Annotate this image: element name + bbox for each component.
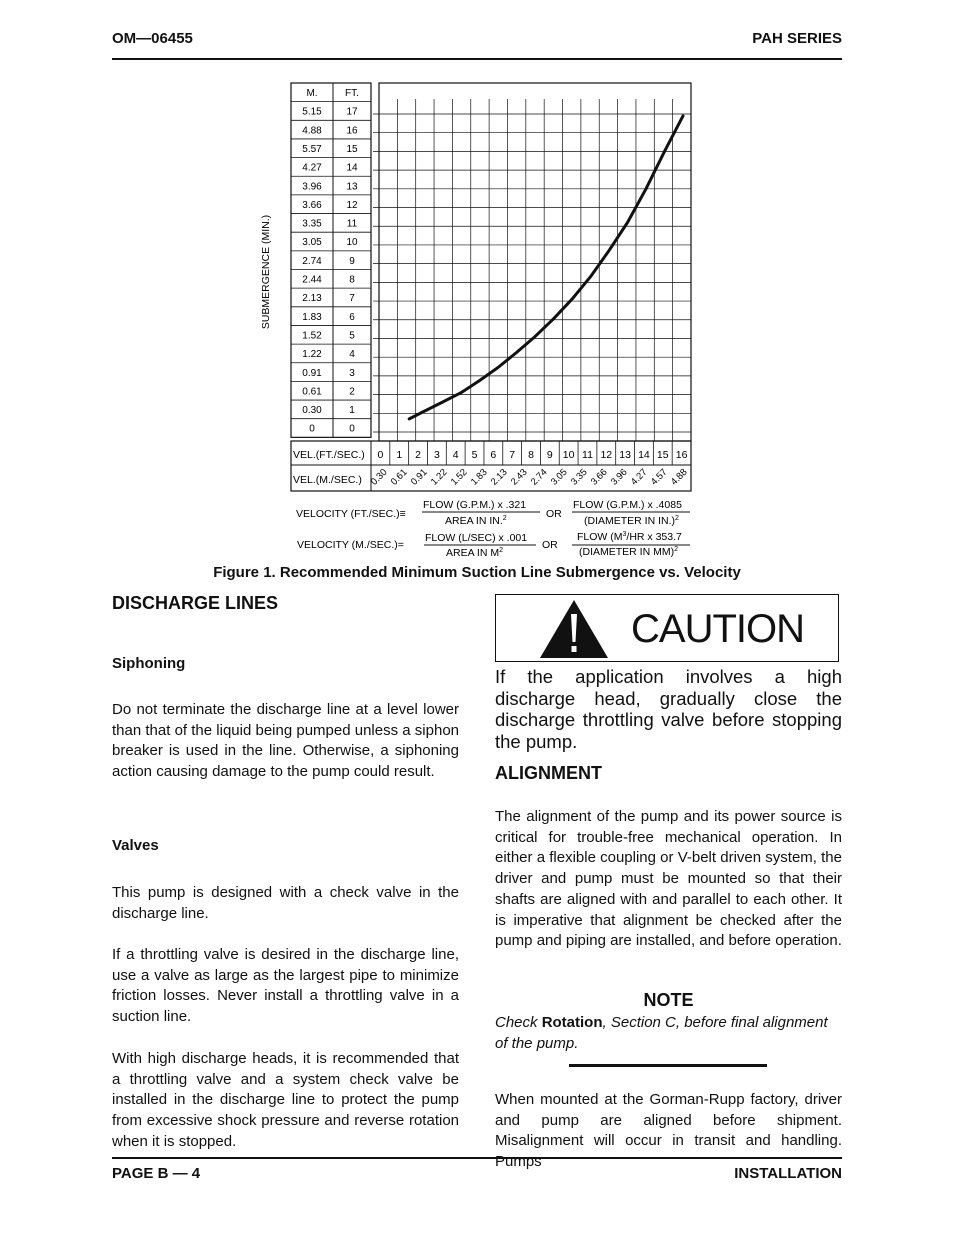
table-cell-m: 2.13 bbox=[302, 293, 322, 305]
table-cell-m: 0.91 bbox=[302, 367, 322, 379]
formula-ft-den2: (DIAMETER IN IN.)$^2$ bbox=[584, 515, 679, 527]
table-cell-m: 3.35 bbox=[302, 218, 322, 230]
x-tick-m: 4.27 bbox=[628, 466, 650, 488]
x-tick-ft: 15 bbox=[656, 449, 669, 461]
siphoning-paragraph: Do not terminate the discharge line at a level lower than that of the liquid being pumped unless a siphon breaker is used in the line. Otherwise, a siphoning action causing damage to the pump could result. bbox=[112, 701, 459, 781]
doc-id: OM—06455 bbox=[112, 30, 193, 47]
valves-paragraph-3: With high discharge heads, it is recommended that a throttling valve and a system check valve be installed in the discharge line to protect the pump from excessive shock pressure and reverse rotation when it is stopped. bbox=[112, 1050, 459, 1150]
table-cell-ft: 2 bbox=[349, 386, 355, 398]
x-tick-ft: 6 bbox=[490, 449, 497, 461]
submergence-table bbox=[291, 83, 371, 437]
table-cell-m: 4.27 bbox=[302, 162, 322, 174]
table-cell-m: 1.52 bbox=[302, 330, 322, 342]
x-tick-ft: 1 bbox=[396, 449, 403, 461]
x-axis bbox=[291, 441, 691, 491]
x-tick-m: 3.96 bbox=[608, 466, 630, 488]
note-title: NOTE bbox=[643, 990, 694, 1010]
submergence-curve bbox=[409, 116, 683, 419]
x-tick-ft: 11 bbox=[582, 449, 593, 461]
table-cell-ft: 10 bbox=[346, 237, 358, 249]
table-header-m: M. bbox=[306, 88, 318, 99]
x-label-m: VEL.(M./SEC.) bbox=[293, 474, 362, 486]
formula-m-den1: AREA IN $M^2$ bbox=[446, 547, 504, 559]
formula-m-lhs: VELOCITY (M./SEC.)= bbox=[297, 539, 404, 551]
table-cell-m: 3.05 bbox=[302, 237, 322, 249]
x-tick-m: 0.61 bbox=[388, 466, 410, 488]
x-tick-m: 0.91 bbox=[408, 466, 430, 488]
valves-subheading: Valves bbox=[112, 837, 159, 854]
x-tick-ft: 9 bbox=[546, 449, 553, 461]
table-cell-m: 1.22 bbox=[302, 349, 322, 361]
table-cell-m: 2.44 bbox=[302, 274, 322, 286]
valves-paragraph-2: If a throttling valve is desired in the discharge line, use a valve as large as the largest pipe to minimize friction losses. Never install a throttling valve in a suction line. bbox=[112, 946, 459, 1026]
x-tick-m: 0.30 bbox=[368, 466, 390, 488]
table-cell-m: 0 bbox=[309, 423, 315, 435]
table-cell-ft: 3 bbox=[349, 367, 355, 379]
table-cell-m: 5.57 bbox=[302, 143, 322, 155]
note-rule bbox=[569, 1064, 767, 1067]
x-tick-ft: 0 bbox=[377, 449, 384, 461]
table-cell-ft: 6 bbox=[349, 311, 355, 323]
table-cell-m: 2.74 bbox=[302, 255, 322, 267]
x-tick-m: 2.13 bbox=[488, 466, 510, 488]
x-tick-m: 2.74 bbox=[528, 466, 550, 488]
x-tick-m: 1.52 bbox=[448, 466, 470, 488]
y-axis-label: SUBMERGENCE (MIN.) bbox=[260, 214, 272, 330]
table-cell-ft: 1 bbox=[349, 405, 355, 417]
x-tick-ft: 7 bbox=[509, 449, 516, 461]
table-cell-ft: 7 bbox=[349, 293, 355, 305]
x-tick-m: 4.88 bbox=[668, 466, 690, 488]
x-tick-ft: 4 bbox=[452, 449, 459, 461]
table-cell-m: 0.61 bbox=[302, 386, 322, 398]
x-tick-m: 1.22 bbox=[428, 466, 450, 488]
series-title: PAH SERIES bbox=[752, 30, 842, 47]
formula-m-or: OR bbox=[542, 539, 558, 551]
warning-triangle-icon bbox=[538, 598, 610, 660]
table-cell-ft: 13 bbox=[346, 181, 358, 193]
x-tick-ft: 10 bbox=[562, 449, 575, 461]
table-cell-ft: 0 bbox=[349, 423, 355, 435]
x-tick-m: 3.05 bbox=[548, 466, 570, 488]
caution-word: CAUTION bbox=[631, 607, 804, 651]
formula-ft-num1: FLOW (G.P.M.) x .321 bbox=[423, 499, 527, 511]
table-cell-m: 3.96 bbox=[302, 181, 322, 193]
formula-m-den2: (DIAMETER IN MM)$^2$ bbox=[579, 546, 678, 558]
x-tick-ft: 14 bbox=[638, 449, 650, 461]
alignment-paragraph: The alignment of the pump and its power source is critical for trouble-free mechanical operation. In either a flexible coupling or V-belt driven system, the driver and pump must be mounted so that their shafts are aligned with and parallel to each other. It is imperative that alignment be checked after the pump and piping are installed, and before operation. bbox=[495, 808, 842, 950]
table-cell-ft: 16 bbox=[346, 125, 358, 137]
table-cell-ft: 8 bbox=[349, 274, 355, 286]
footer-rule bbox=[112, 1157, 842, 1159]
rotation-reference: Rotation bbox=[541, 1014, 603, 1031]
table-cell-m: 1.83 bbox=[302, 311, 322, 323]
formula-m-num1: FLOW (L/SEC) x .001 bbox=[425, 532, 528, 544]
table-cell-ft: 5 bbox=[349, 330, 355, 342]
caution-box bbox=[495, 594, 839, 662]
table-header-ft: FT. bbox=[345, 88, 359, 99]
chart-grid bbox=[373, 83, 691, 441]
submergence-chart bbox=[250, 80, 710, 564]
caution-text: If the application involves a high discharge head, gradually close the discharge throttling valve before stopping the pump. bbox=[495, 666, 842, 752]
x-tick-ft: 12 bbox=[600, 449, 613, 461]
valves-paragraph-1: This pump is designed with a check valve in the discharge line. bbox=[112, 884, 459, 922]
formula-ft-num2: FLOW (G.P.M.) x .4085 bbox=[573, 499, 682, 511]
x-tick-ft: 3 bbox=[433, 449, 440, 461]
formula-ft-or: OR bbox=[546, 508, 562, 520]
discharge-lines-heading: DISCHARGE LINES bbox=[112, 593, 279, 613]
table-cell-ft: 15 bbox=[346, 143, 358, 155]
page-number: PAGE B — 4 bbox=[112, 1165, 201, 1182]
mounting-paragraph: When mounted at the Gorman-Rupp factory, driver and pump are aligned before shipment. Misalignment will occur in transit and handling. Pumps bbox=[495, 1091, 842, 1171]
x-tick-m: 3.35 bbox=[568, 466, 590, 488]
table-cell-ft: 11 bbox=[346, 218, 358, 230]
x-tick-ft: 13 bbox=[619, 449, 631, 461]
x-tick-m: 2.43 bbox=[508, 466, 530, 488]
table-cell-ft: 14 bbox=[346, 162, 358, 174]
formula-ft-den1: AREA IN IN.$^2$ bbox=[445, 515, 507, 527]
x-tick-m: 1.83 bbox=[468, 466, 490, 488]
curve-layer bbox=[409, 116, 683, 419]
table-cell-m: 5.15 bbox=[302, 106, 322, 118]
x-tick-m: 4.57 bbox=[648, 466, 670, 488]
section-name: INSTALLATION bbox=[734, 1165, 842, 1182]
formula-m-num2: FLOW ($M^3/HR$ x 353.7 bbox=[577, 531, 682, 543]
table-cell-ft: 12 bbox=[346, 199, 358, 211]
x-tick-ft: 16 bbox=[675, 449, 688, 461]
table-cell-ft: 4 bbox=[349, 349, 355, 361]
x-tick-ft: 2 bbox=[415, 449, 421, 461]
table-cell-m: 4.88 bbox=[302, 125, 322, 137]
x-tick-ft: 8 bbox=[528, 449, 534, 461]
table-cell-ft: 17 bbox=[346, 106, 358, 118]
table-cell-ft: 9 bbox=[349, 255, 355, 267]
note-body: Check Rotation, Section C, before final alignment of the pump. bbox=[495, 1014, 828, 1052]
header-rule bbox=[112, 58, 842, 60]
table-cell-m: 3.66 bbox=[302, 199, 322, 211]
x-tick-m: 3.66 bbox=[588, 466, 610, 488]
formula-ft-lhs: VELOCITY (FT./SEC.)≡ bbox=[296, 508, 406, 520]
figure-caption: Figure 1. Recommended Minimum Suction Line Submergence vs. Velocity bbox=[213, 564, 741, 581]
x-tick-ft: 5 bbox=[471, 449, 478, 461]
alignment-heading: ALIGNMENT bbox=[495, 763, 602, 783]
siphoning-subheading: Siphoning bbox=[112, 655, 186, 672]
x-label-ft: VEL.(FT./SEC.) bbox=[293, 449, 365, 461]
velocity-formulas bbox=[296, 499, 690, 559]
table-cell-m: 0.30 bbox=[302, 405, 322, 417]
